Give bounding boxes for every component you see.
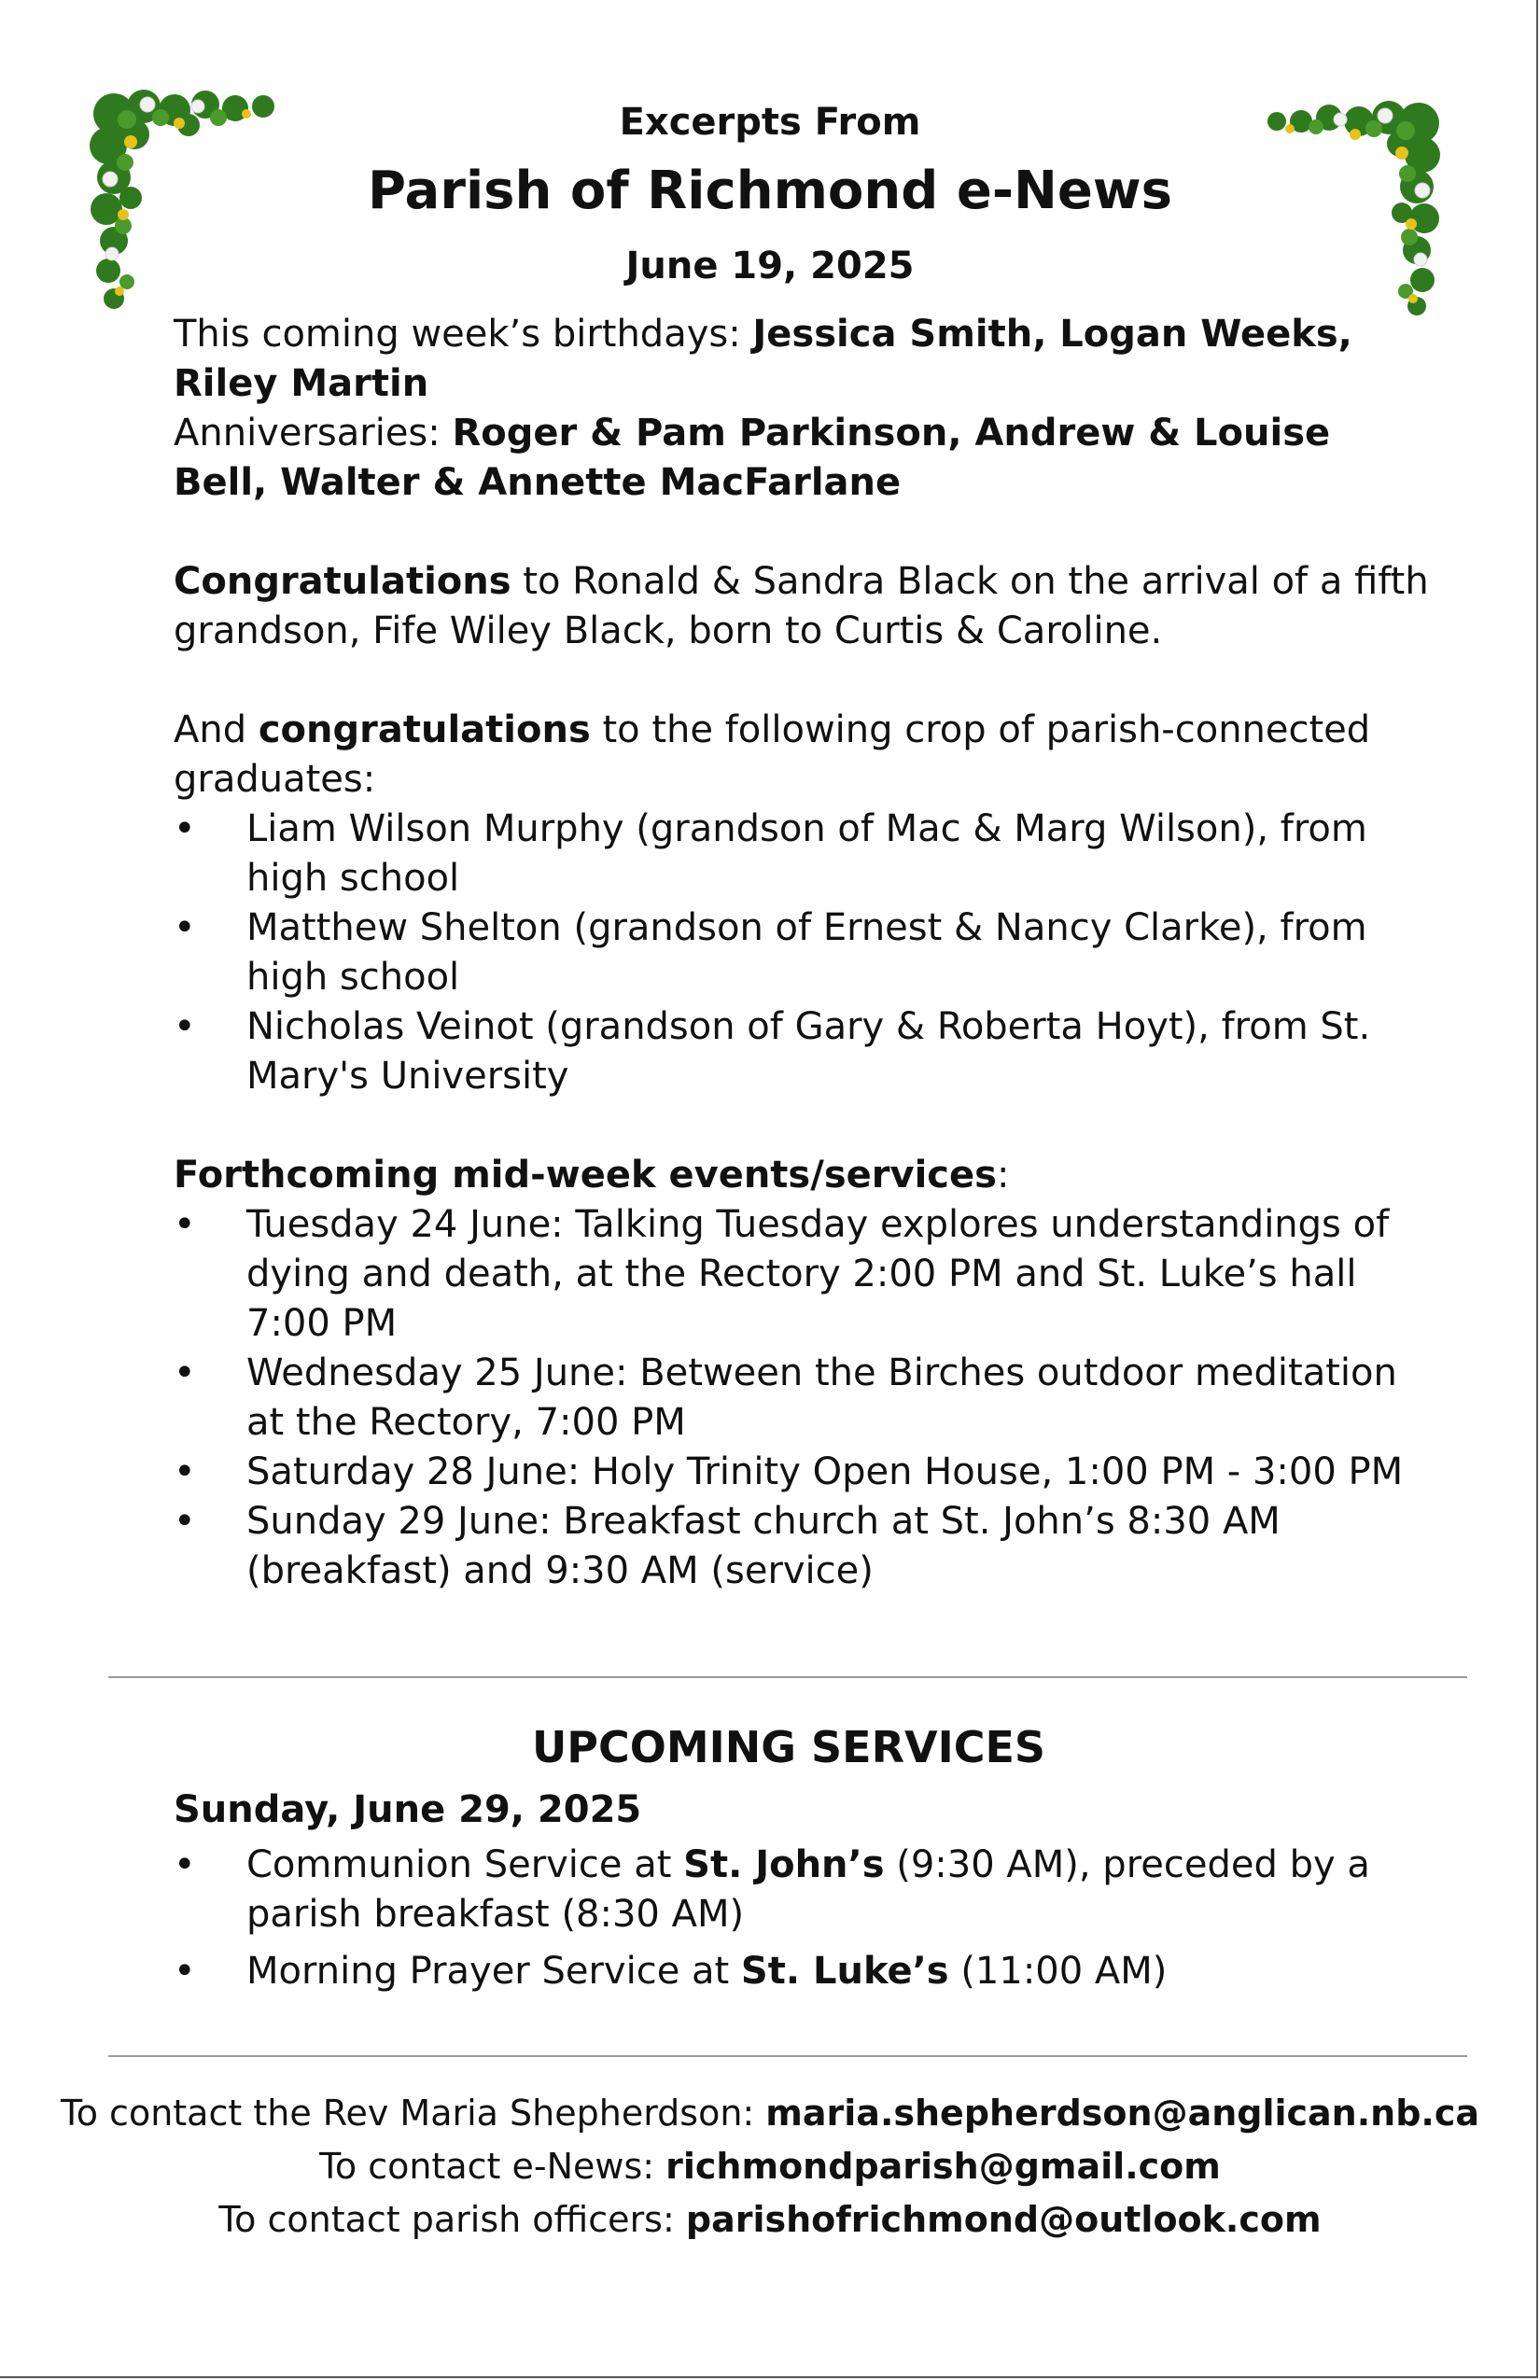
service-place: St. John’s [683, 1843, 885, 1886]
contact-email[interactable]: maria.shepherdson@anglican.nb.ca [765, 2093, 1480, 2134]
contact-line [0, 2140, 1540, 2193]
list-item: • Tuesday 24 June: Talking Tuesday explores understandings of dying and death, at the Rectory 2:00 PM and St. Luke’s hall 7:00 PM [174, 1200, 1434, 1349]
issue-date: June 19, 2025 [625, 245, 915, 287]
congrats-grads-pre: And [174, 708, 259, 751]
divider [108, 1676, 1467, 1678]
service-text: Communion Service at [246, 1843, 684, 1886]
contact-label: To contact the Rev Maria Shepherdson: [60, 2093, 766, 2134]
events-heading-line [174, 1151, 1434, 1200]
list-item: • Saturday 28 June: Holy Trinity Open House, 1:00 PM - 3:00 PM [174, 1448, 1434, 1497]
news-body [174, 310, 1434, 1596]
anniversaries-line [174, 409, 1434, 508]
graduates-list [174, 805, 1434, 1101]
service-text: (9:30 AM), preceded by a parish breakfast (8:30 AM) [246, 1843, 1370, 1936]
divider [108, 2055, 1467, 2057]
events-heading: Forthcoming mid-week events/services [174, 1154, 997, 1197]
contact-label: To contact e-News: [319, 2146, 666, 2187]
congrats-grads-lead: congratulations [258, 708, 591, 751]
anniversaries-names: Roger & Pam Parkinson, Andrew & Louise Bell, Walter & Annette MacFarlane [174, 412, 1331, 504]
page-title: Parish of Richmond e-News [368, 161, 1172, 221]
congrats-birth-text: to Ronald & Sandra Black on the arrival of a fifth grandson, Fife Wiley Black, born to Curtis & Caroline. [174, 560, 1429, 652]
events-list [174, 1200, 1434, 1596]
birthdays-names: Jessica Smith, Logan Weeks, Riley Martin [174, 313, 1352, 405]
list-item [174, 1841, 1434, 1939]
list-item: • Wednesday 25 June: Between the Birches outdoor meditation at the Rectory, 7:00 PM [174, 1349, 1434, 1448]
contact-label: To contact parish officers: [218, 2199, 686, 2240]
list-item: • Liam Wilson Murphy (grandson of Mac & Marg Wilson), from high school [174, 805, 1434, 903]
congrats-grads-text: to the following crop of parish-connected graduates: [174, 708, 1371, 801]
service-text: Morning Prayer Service at [246, 1950, 741, 1993]
birthdays-line [174, 310, 1434, 409]
service-place: St. Luke’s [740, 1950, 949, 1993]
list-item: • Sunday 29 June: Breakfast church at St. John’s 8:30 AM (breakfast) and 9:30 AM (service) [174, 1497, 1434, 1596]
header-excerpts: Excerpts From [619, 101, 921, 144]
contact-line [0, 2087, 1540, 2140]
contact-line [0, 2193, 1540, 2247]
birthdays-label: This coming week’s birthdays: [174, 313, 753, 356]
services-date: Sunday, June 29, 2025 [174, 1788, 642, 1831]
anniversaries-label: Anniversaries: [174, 412, 453, 455]
services-list [174, 1841, 1434, 1996]
list-item [174, 1947, 1434, 1996]
upcoming-services [174, 1723, 1434, 2004]
congrats-grads-paragraph [174, 706, 1434, 805]
contact-email[interactable]: richmondparish@gmail.com [665, 2146, 1221, 2187]
congrats-birth-paragraph [174, 557, 1434, 656]
services-heading: UPCOMING SERVICES [531, 1722, 1046, 1772]
congrats-birth-lead: Congratulations [174, 560, 511, 603]
list-item: • Nicholas Veinot (grandson of Gary & Roberta Hoyt), from St. Mary's University [174, 1002, 1434, 1101]
contact-email[interactable]: parishofrichmond@outlook.com [685, 2199, 1322, 2240]
contacts-block [0, 2087, 1540, 2247]
list-item: • Matthew Shelton (grandson of Ernest & Nancy Clarke), from high school [174, 903, 1434, 1002]
service-text: (11:00 AM) [948, 1950, 1168, 1993]
events-heading-colon: : [996, 1154, 1010, 1197]
